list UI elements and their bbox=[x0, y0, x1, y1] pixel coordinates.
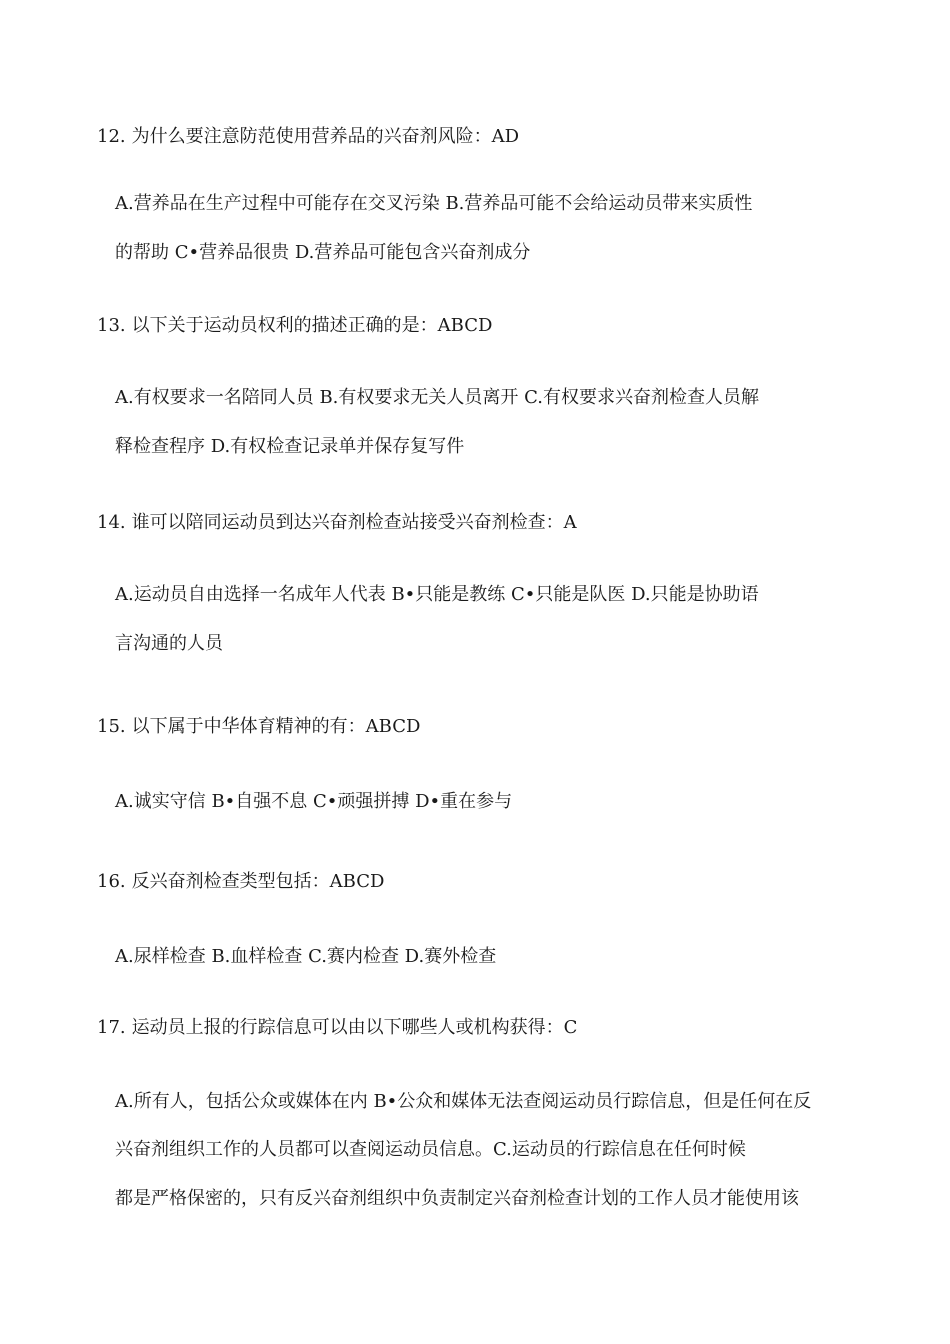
question-14-options-line-2: 言沟通的人员 bbox=[115, 633, 223, 654]
question-12-options-line-1: A.营养品在生产过程中可能存在交叉污染 B.营养品可能不会给运动员带来实质性 bbox=[115, 193, 753, 214]
question-number: 17. bbox=[97, 1017, 126, 1038]
question-text: 以下属于中华体育精神的有：ABCD bbox=[131, 716, 421, 737]
question-17-options-line-3: 都是严格保密的，只有反兴奋剂组织中负责制定兴奋剂检查计划的工作人员才能使用该 bbox=[115, 1188, 799, 1209]
question-12-options-line-2: 的帮助 C•营养品很贵 D.营养品可能包含兴奋剂成分 bbox=[115, 242, 531, 263]
question-17-options-line-1: A.所有人，包括公众或媒体在内 B•公众和媒体无法查阅运动员行踪信息，但是任何在反 bbox=[115, 1091, 812, 1112]
question-13-options-line-1: A.有权要求一名陪同人员 B.有权要求无关人员离开 C.有权要求兴奋剂检查人员解 bbox=[115, 387, 759, 408]
question-text: 反兴奋剂检查类型包括：ABCD bbox=[131, 871, 385, 892]
question-number: 12. bbox=[97, 126, 126, 147]
question-17 bbox=[97, 1015, 577, 1041]
question-14-options-line-1: A.运动员自由选择一名成年人代表 B•只能是教练 C•只能是队医 D.只能是协助语 bbox=[115, 584, 759, 605]
question-text: 运动员上报的行踪信息可以由以下哪些人或机构获得：C bbox=[131, 1017, 578, 1038]
question-17-options-line-2: 兴奋剂组织工作的人员都可以查阅运动员信息。C.运动员的行踪信息在任何时候 bbox=[115, 1139, 746, 1160]
question-13 bbox=[97, 313, 492, 339]
question-15 bbox=[97, 714, 420, 740]
question-number: 15. bbox=[97, 716, 126, 737]
question-number: 14. bbox=[97, 512, 126, 533]
question-number: 13. bbox=[97, 315, 126, 336]
question-16-options-line-1: A.尿样检查 B.血样检查 C.赛内检查 D.赛外检查 bbox=[115, 946, 497, 967]
question-12 bbox=[97, 124, 519, 150]
question-number: 16. bbox=[97, 871, 126, 892]
question-14 bbox=[97, 510, 577, 536]
question-text: 谁可以陪同运动员到达兴奋剂检查站接受兴奋剂检查：A bbox=[131, 512, 577, 533]
question-15-options-line-1: A.诚实守信 B•自强不息 C•顽强拼搏 D•重在参与 bbox=[115, 791, 513, 812]
question-16 bbox=[97, 869, 384, 895]
question-13-options-line-2: 释检查程序 D.有权检查记录单并保存复写件 bbox=[115, 436, 465, 457]
question-text: 以下关于运动员权利的描述正确的是：ABCD bbox=[131, 315, 493, 336]
question-text: 为什么要注意防范使用营养品的兴奋剂风险：AD bbox=[131, 126, 520, 147]
